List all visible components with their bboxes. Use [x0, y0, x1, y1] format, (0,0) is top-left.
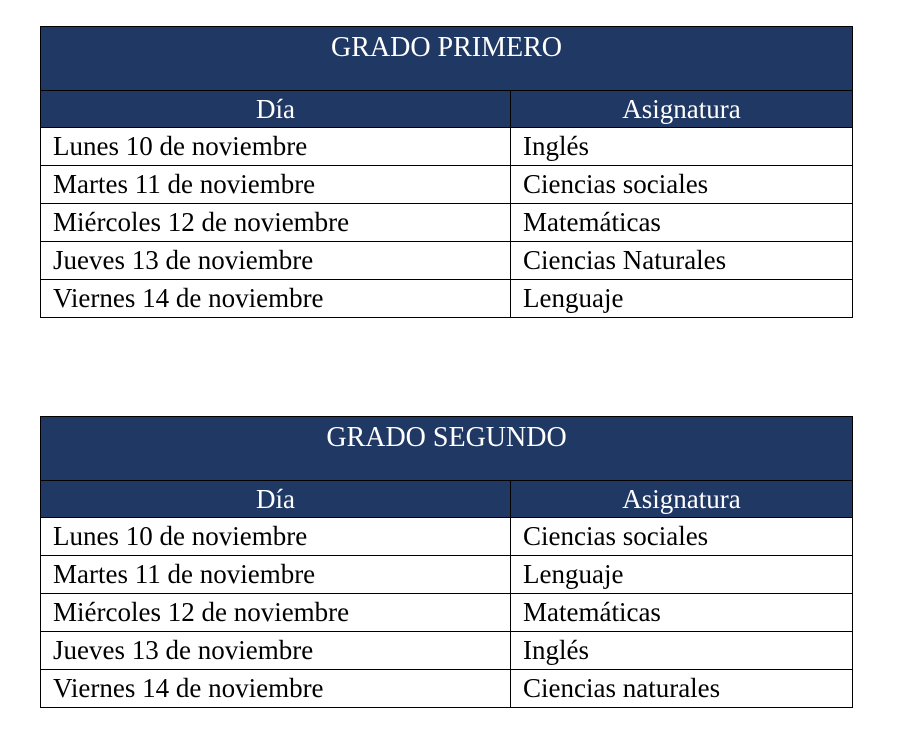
- day-cell: Martes 11 de noviembre: [41, 556, 511, 594]
- day-cell: Miércoles 12 de noviembre: [41, 204, 511, 242]
- subject-cell: Lenguaje: [511, 280, 853, 318]
- subject-cell: Ciencias naturales: [511, 670, 853, 708]
- table-row: [41, 166, 853, 204]
- table-row: [41, 280, 853, 318]
- table-row: [41, 242, 853, 280]
- table-title-row: [41, 27, 853, 91]
- column-header-row: [41, 91, 853, 128]
- day-cell: Lunes 10 de noviembre: [41, 518, 511, 556]
- table-row: [41, 128, 853, 166]
- day-cell: Jueves 13 de noviembre: [41, 242, 511, 280]
- table-title: GRADO PRIMERO: [41, 27, 853, 91]
- table-row: [41, 670, 853, 708]
- column-header-day: Día: [41, 91, 511, 128]
- day-cell: Lunes 10 de noviembre: [41, 128, 511, 166]
- table-title-row: [41, 417, 853, 481]
- day-cell: Miércoles 12 de noviembre: [41, 594, 511, 632]
- day-cell: Viernes 14 de noviembre: [41, 670, 511, 708]
- subject-cell: Matemáticas: [511, 594, 853, 632]
- column-header-row: [41, 481, 853, 518]
- subject-cell: Ciencias sociales: [511, 166, 853, 204]
- schedule-table-segundo: [40, 416, 853, 708]
- column-header-subject: Asignatura: [511, 481, 853, 518]
- subject-cell: Ciencias Naturales: [511, 242, 853, 280]
- subject-cell: Inglés: [511, 632, 853, 670]
- table-row: [41, 632, 853, 670]
- table-row: [41, 204, 853, 242]
- subject-cell: Matemáticas: [511, 204, 853, 242]
- table-row: [41, 556, 853, 594]
- table-row: [41, 518, 853, 556]
- day-cell: Viernes 14 de noviembre: [41, 280, 511, 318]
- day-cell: Jueves 13 de noviembre: [41, 632, 511, 670]
- subject-cell: Lenguaje: [511, 556, 853, 594]
- subject-cell: Ciencias sociales: [511, 518, 853, 556]
- schedule-table-primero: [40, 26, 853, 318]
- column-header-day: Día: [41, 481, 511, 518]
- day-cell: Martes 11 de noviembre: [41, 166, 511, 204]
- subject-cell: Inglés: [511, 128, 853, 166]
- column-header-subject: Asignatura: [511, 91, 853, 128]
- table-row: [41, 594, 853, 632]
- table-title: GRADO SEGUNDO: [41, 417, 853, 481]
